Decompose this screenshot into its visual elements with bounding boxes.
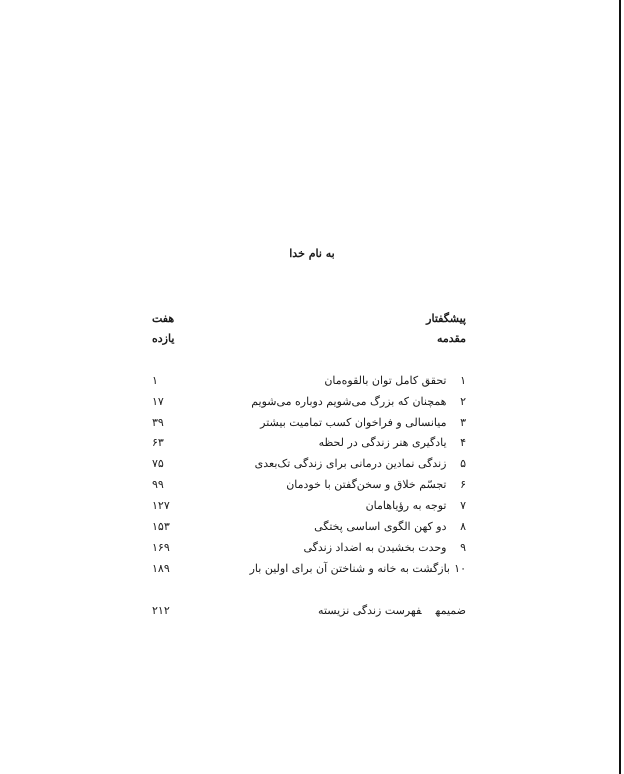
chapter-title: تحقق کامل توان بالقوه‌مان — [324, 374, 447, 387]
toc-row-preface — [152, 311, 466, 327]
toc-page: ۱۷ — [152, 395, 164, 408]
chapter-number: ۴ — [460, 436, 466, 449]
toc-row-chapter-5 — [152, 456, 466, 472]
table-of-contents — [152, 0, 466, 774]
toc-page: ۱۸۹ — [152, 562, 170, 575]
chapter-number: ۱۰ — [454, 562, 466, 575]
chapter-title: تجسّم خلاق و سخن‌گفتن با خودمان — [286, 478, 447, 491]
chapter-title: توجه به رؤیاهامان — [365, 499, 447, 512]
toc-title: مقدمه — [436, 332, 466, 345]
appendix-label: ضمیمه — [435, 604, 466, 617]
toc-row-chapter-4 — [152, 435, 466, 451]
toc-page: ۱۲۷ — [152, 499, 170, 512]
toc-row-chapter-10 — [152, 561, 466, 577]
toc-row-chapter-9 — [152, 540, 466, 556]
toc-page: ۱ — [152, 374, 158, 387]
toc-row-introduction — [152, 331, 466, 347]
toc-page: ۶۳ — [152, 436, 164, 449]
toc-page: ۱۶۹ — [152, 541, 170, 554]
toc-row-chapter-1 — [152, 373, 466, 389]
chapter-number: ۸ — [460, 520, 466, 533]
toc-page: یازده — [152, 332, 175, 345]
chapter-title: زندگی نمادین درمانی برای زندگی تک‌بعدی — [254, 457, 447, 470]
toc-page: ۲۱۲ — [152, 604, 170, 617]
toc-page: ۹۹ — [152, 478, 164, 491]
chapter-title: بازگشت به خانه و شناختن آن برای اولین بار — [249, 562, 450, 575]
chapter-title: یادگیری هنر زندگی در لحظه — [318, 436, 447, 449]
page-edge-line — [619, 0, 621, 774]
toc-row-chapter-6 — [152, 477, 466, 493]
chapter-number: ۹ — [460, 541, 466, 554]
chapter-number: ۶ — [460, 478, 466, 491]
chapter-title: همچنان که بزرگ می‌شویم دوباره می‌شویم — [251, 395, 447, 408]
chapter-title: میانسالی و فراخوان کسب تمامیت بیشتر — [260, 416, 447, 429]
toc-title: پیشگفتار — [426, 312, 466, 325]
chapter-number: ۵ — [460, 457, 466, 470]
toc-page: ۱۵۳ — [152, 520, 170, 533]
chapter-title: وحدت بخشیدن به اضداد زندگی — [303, 541, 447, 554]
toc-row-chapter-2 — [152, 394, 466, 410]
chapter-number: ۱ — [460, 374, 466, 387]
chapter-number: ۲ — [460, 395, 466, 408]
toc-row-chapter-7 — [152, 498, 466, 514]
chapter-title: دو کهن الگوی اساسی پختگی — [314, 520, 447, 533]
toc-page: هفت — [152, 312, 175, 325]
toc-page: ۷۵ — [152, 457, 164, 470]
appendix-title: فهرست زندگی نزیسته — [318, 604, 422, 617]
toc-row-chapter-3 — [152, 415, 466, 431]
toc-row-chapter-8 — [152, 519, 466, 535]
toc-row-appendix — [152, 603, 466, 619]
page-heading: به نام خدا — [289, 247, 335, 260]
chapter-number: ۷ — [460, 499, 466, 512]
chapter-number: ۳ — [460, 416, 466, 429]
toc-page: ۳۹ — [152, 416, 164, 429]
